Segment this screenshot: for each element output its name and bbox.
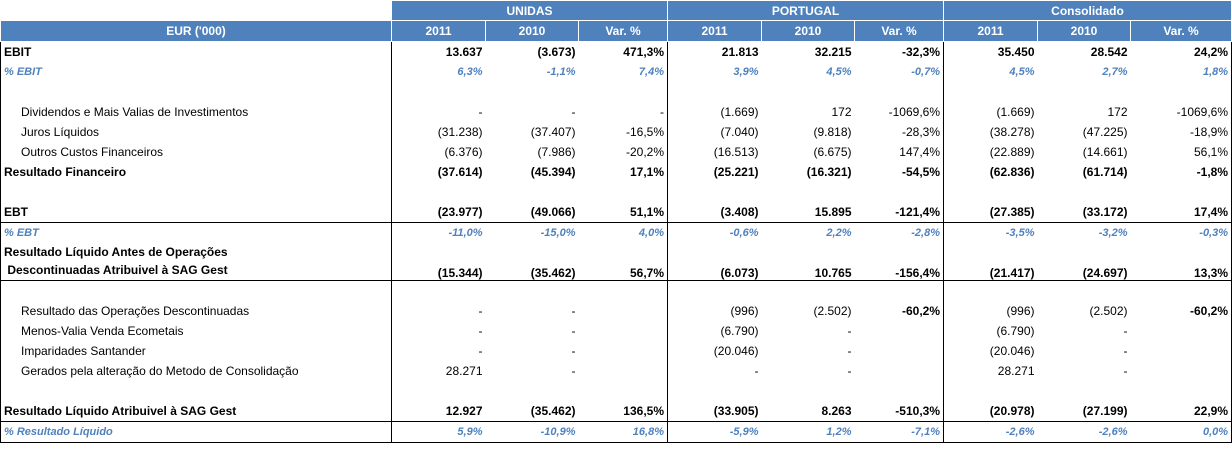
row-label-pct-ebt: % EBT [1, 223, 392, 244]
cell-value: (15.344) [392, 243, 486, 281]
cell-value: (996) [730, 304, 759, 318]
cell-value: (49.066) [486, 202, 579, 223]
table-row [1, 341, 1232, 361]
cell-value [855, 341, 944, 361]
cell-value [579, 361, 668, 381]
table-row [1, 401, 1232, 422]
cell-value: 28.271 [445, 364, 483, 378]
cell-value: 172 [831, 105, 852, 119]
cell-value: -0,7% [855, 62, 944, 82]
cell-value: - [754, 364, 759, 378]
cell-value: (6.376) [444, 145, 483, 159]
cell-value: - [847, 364, 852, 378]
cell-value: (6.073) [668, 243, 762, 281]
cell-value: (2.502) [813, 304, 852, 318]
cell-value: 0,0% [1131, 422, 1232, 443]
cell-value: (23.977) [392, 202, 486, 223]
cell-value: (33.905) [668, 401, 762, 422]
cell-value: 12.927 [392, 401, 486, 422]
cell-value: 2,2% [826, 227, 852, 239]
header-year-row [1, 21, 1232, 42]
cell-value: -0,3% [1131, 223, 1232, 244]
cell-value: (3.408) [668, 202, 762, 223]
row-label-dividendos: Dividendos e Mais Valias de Investimentos [1, 102, 392, 122]
table-row [1, 122, 1232, 142]
row-label-pct-resultado-liquido: % Resultado Líquido [1, 422, 392, 443]
table-row [1, 361, 1232, 381]
row-label-menos-valia: Menos-Valia Venda Ecometais [1, 321, 392, 341]
cell-value: 4,5% [826, 66, 852, 78]
cell-value: 22,9% [1131, 401, 1232, 422]
table-row [1, 202, 1232, 223]
cell-value: -5,9% [668, 422, 762, 443]
row-label-resultado-antes [1, 243, 392, 281]
cell-value: (21.417) [944, 243, 1038, 281]
cell-value [579, 301, 668, 321]
cell-value: 1,8% [1131, 62, 1232, 82]
cell-value: 16,8% [579, 422, 668, 443]
cell-value: -11,0% [448, 227, 483, 239]
cell-value: (45.394) [530, 165, 576, 179]
cell-value: -10,9% [486, 422, 579, 443]
cell-value: (31.238) [437, 125, 483, 139]
cell-value: 7,4% [579, 62, 668, 82]
cell-value: -2,8% [855, 223, 944, 244]
cell-value: (20.978) [944, 401, 1038, 422]
cell-value [1131, 361, 1232, 381]
cell-value: - [847, 324, 852, 338]
cell-value: -7,1% [855, 422, 944, 443]
cell-value: (996) [1006, 304, 1035, 318]
cell-value: (62.836) [989, 165, 1035, 179]
cell-value: (37.614) [437, 165, 483, 179]
group-portugal: PORTUGAL [668, 1, 944, 21]
cell-value: 5,9% [392, 422, 486, 443]
row-label-resultado-liquido: Resultado Líquido Atribuivel à SAG Gest [1, 401, 392, 422]
cell-value: 28.542 [1090, 45, 1128, 59]
cell-value: -60,2% [855, 301, 944, 321]
cell-value: 172 [1107, 105, 1128, 119]
cell-value: 13.637 [445, 45, 483, 59]
cell-value: - [1123, 344, 1128, 358]
cell-value [579, 321, 668, 341]
cell-value: 17,1% [579, 162, 668, 182]
cell-value: - [1123, 324, 1128, 338]
cell-value: - [1123, 364, 1128, 378]
cell-value: (9.818) [813, 125, 852, 139]
cell-value: (6.675) [813, 145, 852, 159]
var-header: Var. % [579, 21, 668, 42]
cell-value: 147,4% [855, 142, 944, 162]
cell-value: (20.046) [989, 344, 1035, 358]
cell-value: (16.513) [713, 145, 759, 159]
cell-value: -60,2% [1131, 301, 1232, 321]
cell-value: 4,5% [1009, 66, 1035, 78]
cell-value: (3.673) [537, 45, 576, 59]
cell-value: -16,5% [579, 122, 668, 142]
row-label-resultado-financeiro: Resultado Financeiro [1, 162, 392, 182]
cell-value: 13,3% [1131, 243, 1232, 281]
cell-value: -20,2% [579, 142, 668, 162]
cell-value: -2,6% [1038, 422, 1131, 443]
cell-value: -510,3% [855, 401, 944, 422]
cell-value: 51,1% [579, 202, 668, 223]
year-header: 2011 [944, 21, 1038, 42]
cell-value: (6.790) [720, 324, 759, 338]
cell-value: -15,0% [540, 227, 576, 239]
table-row [1, 162, 1232, 182]
cell-value: -1069,6% [1131, 102, 1232, 122]
year-header: 2011 [392, 21, 486, 42]
spacer-row [1, 381, 1232, 401]
spacer-row [1, 82, 1232, 102]
cell-value: - [571, 105, 576, 119]
cell-value: - [478, 324, 483, 338]
row-label-ebt: EBT [1, 202, 392, 223]
cell-value: 4,0% [579, 223, 668, 244]
group-consolidado: Consolidado [944, 1, 1232, 21]
table-row [1, 223, 1232, 244]
cell-value: (2.502) [1089, 304, 1128, 318]
cell-value: (47.225) [1082, 125, 1128, 139]
cell-value: (61.714) [1082, 165, 1128, 179]
cell-value: - [571, 324, 576, 338]
cell-value: (7.040) [720, 125, 759, 139]
cell-value: (38.278) [989, 125, 1035, 139]
row-label-juros: Juros Líquidos [1, 122, 392, 142]
row-label-gerados: Gerados pela alteração do Metodo de Consolidação [1, 361, 392, 381]
cell-value: -3,2% [1098, 227, 1128, 239]
cell-value: -1,8% [1131, 162, 1232, 182]
var-header: Var. % [1131, 21, 1232, 42]
row-label-imparidades: Imparidades Santander [1, 341, 392, 361]
cell-value: 35.450 [997, 45, 1035, 59]
cell-value: - [478, 304, 483, 318]
row-label-outros: Outros Custos Financeiros [1, 142, 392, 162]
cell-value: (20.046) [713, 344, 759, 358]
cell-value: (35.462) [486, 401, 579, 422]
cell-value: 24,2% [1131, 42, 1232, 63]
cell-value: -0,6% [729, 227, 759, 239]
cell-value: 28.271 [997, 364, 1035, 378]
cell-value: 471,3% [579, 42, 668, 63]
year-header: 2010 [486, 21, 579, 42]
var-header: Var. % [855, 21, 944, 42]
cell-value: -1069,6% [855, 102, 944, 122]
cell-value: 21.813 [721, 45, 759, 59]
cell-value: -32,3% [855, 42, 944, 63]
year-header: 2010 [762, 21, 855, 42]
cell-value: -54,5% [855, 162, 944, 182]
row-label-ebit: EBIT [1, 42, 392, 63]
cell-value: - [571, 304, 576, 318]
cell-value: (1.669) [720, 105, 759, 119]
cell-value: (25.221) [713, 165, 759, 179]
cell-value: - [478, 105, 483, 119]
cell-value: (16.321) [806, 165, 852, 179]
spacer-row [1, 182, 1232, 202]
cell-value: - [571, 344, 576, 358]
cell-value: 1,2% [762, 422, 855, 443]
cell-value: 32.215 [814, 45, 852, 59]
cell-value: (24.697) [1038, 243, 1131, 281]
year-header: 2011 [668, 21, 762, 42]
cell-value: (27.199) [1038, 401, 1131, 422]
cell-value [579, 341, 668, 361]
cell-value: 17,4% [1131, 202, 1232, 223]
table-row [1, 243, 1232, 281]
cell-value: 15.895 [762, 202, 855, 223]
cell-value: -3,5% [1005, 227, 1035, 239]
row-label-operacoes-descontinuadas: Resultado das Operações Descontinuadas [1, 301, 392, 321]
cell-value: 8.263 [762, 401, 855, 422]
cell-value: (33.172) [1038, 202, 1131, 223]
year-header: 2010 [1038, 21, 1131, 42]
cell-value: - [847, 344, 852, 358]
cell-value: (14.661) [1082, 145, 1128, 159]
cell-value [1131, 321, 1232, 341]
cell-value: - [571, 364, 576, 378]
cell-value: (35.462) [486, 243, 579, 281]
group-unidas: UNIDAS [392, 1, 668, 21]
cell-value [855, 361, 944, 381]
cell-value [855, 321, 944, 341]
label-column-header: EUR ('000) [1, 21, 392, 42]
table-row [1, 321, 1232, 341]
cell-value: 10.765 [762, 243, 855, 281]
table-row [1, 142, 1232, 162]
cell-value [1131, 341, 1232, 361]
cell-value: -2,6% [944, 422, 1038, 443]
row-label-pct-ebit: % EBIT [1, 62, 392, 82]
cell-value: (6.790) [996, 324, 1035, 338]
cell-value: -18,9% [1131, 122, 1232, 142]
cell-value: (7.986) [537, 145, 576, 159]
table-row [1, 422, 1232, 443]
cell-value: 136,5% [579, 401, 668, 422]
cell-value: -1,1% [546, 66, 576, 78]
table-row [1, 102, 1232, 122]
row-label-line-1: Resultado Líquido Antes de Operações [4, 245, 228, 259]
cell-value: 56,1% [1131, 142, 1232, 162]
cell-value: - [579, 102, 668, 122]
cell-value: 56,7% [579, 243, 668, 281]
cell-value: 3,9% [733, 66, 759, 78]
cell-value: -156,4% [855, 243, 944, 281]
row-label-line-2: Descontinuadas Atribuivel à SAG Gest [4, 263, 228, 277]
cell-value: (27.385) [944, 202, 1038, 223]
cell-value: - [478, 344, 483, 358]
cell-value: 6,3% [457, 66, 483, 78]
cell-value: -28,3% [855, 122, 944, 142]
cell-value: (22.889) [989, 145, 1035, 159]
table-row [1, 42, 1232, 63]
cell-value: 2,7% [1102, 66, 1128, 78]
spacer-row [1, 281, 1232, 302]
cell-value: (37.407) [530, 125, 576, 139]
table-row [1, 62, 1232, 82]
cell-value: (1.669) [996, 105, 1035, 119]
cell-value: -121,4% [855, 202, 944, 223]
table-row [1, 301, 1232, 321]
header-group-row [1, 1, 1232, 21]
